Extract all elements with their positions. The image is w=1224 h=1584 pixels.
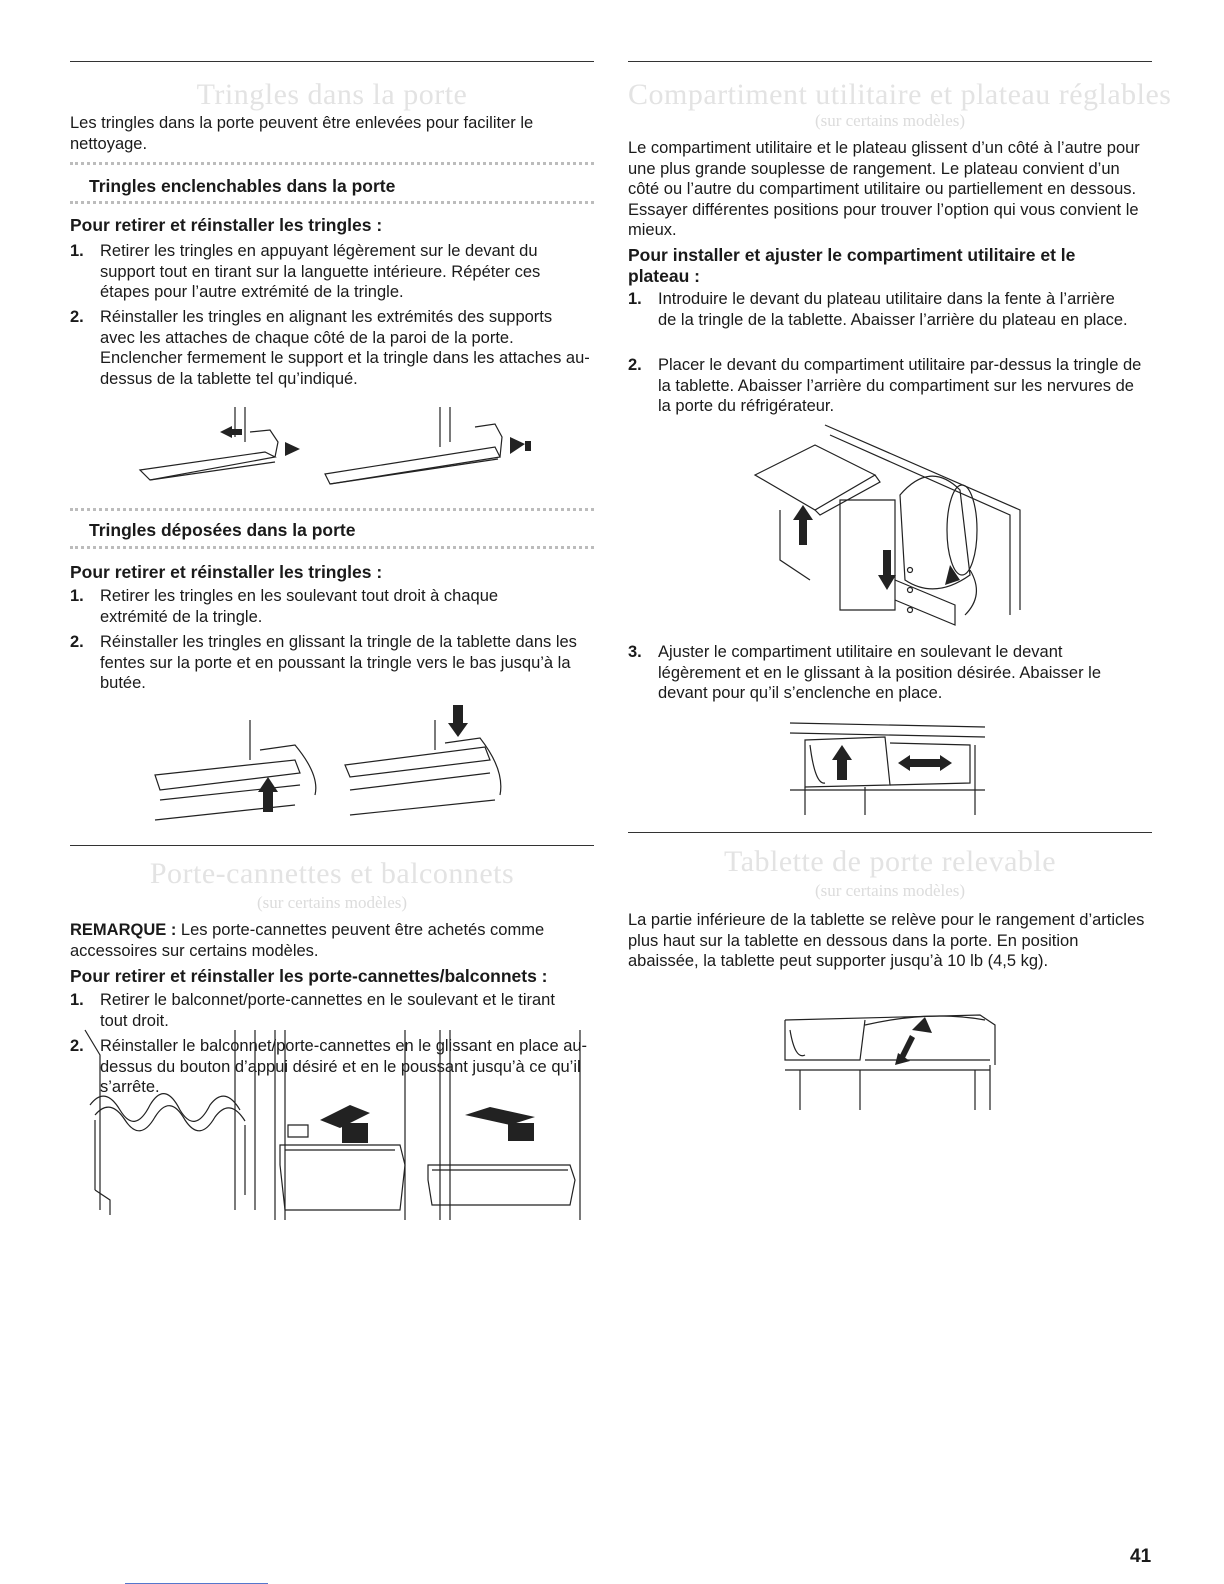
dotted-divider <box>70 201 594 204</box>
step-text: Réinstaller les tringles en alignant les extrémités des supports avec les attaches de chaque côté de la paroi de la porte. Enclencher fermement le support et la tringle dans les attaches au-dessus de la tablette tel qu’indiqué. <box>100 308 590 388</box>
step-text: Retirer le balconnet/porte-cannettes en le soulevant et le tirant tout droit. <box>100 991 555 1030</box>
section-rule-tringles <box>70 61 594 62</box>
step-text: Ajuster le compartiment utilitaire en soulevant le devant légèrement et en le glissant à la position désirée. Abaisser le devant pour qu’il s’enclenche en place. <box>658 643 1102 702</box>
snap-step-2 <box>70 307 590 391</box>
dotted-divider <box>70 508 594 511</box>
section-subtitle-utility: (sur certains modèles) <box>814 111 966 130</box>
section-title-tringles: Tringles dans la porte <box>196 78 468 111</box>
figure-snap-in-bins <box>140 402 540 492</box>
step-text: Introduire le devant du plateau utilitaire dans la fente à l’arrière de la tringle de la tablette. Abaisser l’arrière du plateau en place. <box>658 290 1128 329</box>
step-number: 2. <box>70 1037 84 1055</box>
step-text: Réinstaller les tringles en glissant la tringle de la tablette dans les fentes sur la porte et en poussant la tringle vers le bas jusqu’à la butée. <box>100 633 577 692</box>
section-rule-utility <box>628 61 1152 62</box>
step-number: 3. <box>628 643 642 661</box>
step-number: 1. <box>70 242 84 260</box>
figure-flip-up-shelf <box>780 1005 1000 1115</box>
flip-shelf-text: La partie inférieure de la tablette se relève pour le rangement d’articles plus haut sur la tablette en dessous dans la porte. En position abaissée, la tablette peut supporter jusqu’à 10 lb (4,5 kg). <box>628 911 1145 970</box>
step-text: Réinstaller le balconnet/porte-cannettes en le glissant en place au-dessus du bouton d’appui désiré et en le poussant jusqu’à ce qu’il s’arrête. <box>100 1037 588 1096</box>
figure-can-racks-bins <box>80 1025 585 1225</box>
utility-step-2 <box>628 355 1148 417</box>
section-title-flip: Tablette de porte relevable <box>723 845 1057 878</box>
step-number: 2. <box>628 356 642 374</box>
tringles-intro: Les tringles dans la porte peuvent être enlevées pour faciliter le nettoyage. <box>70 114 534 153</box>
snap-step-1 <box>70 241 590 303</box>
step-text: Placer le devant du compartiment utilitaire par-dessus la tringle de la tablette. Abaisser l’arrière du compartiment sur les nervures de la porte du réfrigérateur. <box>658 356 1142 415</box>
remark-text: Les porte-cannettes peuvent être achetés comme accessoires sur certains modèles. <box>70 921 545 960</box>
remark-label: REMARQUE : <box>70 921 177 939</box>
section-subtitle-flip: (sur certains modèles) <box>814 881 966 900</box>
utility-step-3 <box>628 642 1148 704</box>
subtitle-snap-in-bins: Tringles enclenchables dans la porte <box>89 176 396 196</box>
dropin-step-1 <box>70 586 590 628</box>
section-title-utility: Compartiment utilitaire et plateau réglables <box>628 78 1172 111</box>
dropin-step-2 <box>70 632 590 694</box>
heading-cans-remove: Pour retirer et réinstaller les porte-cannettes/balconnets : <box>70 966 548 986</box>
heading-dropin-remove: Pour retirer et réinstaller les tringles : <box>70 562 383 582</box>
utility-intro: Le compartiment utilitaire et le plateau glissent d’un côté à l’autre pour une plus grande souplesse de rangement. Le plateau convient d’un côté ou l’autre du compartiment utilitaire ou partiellement en dessous. Essayer différentes positions pour trouver l’option qui vous convient le mieux. <box>628 139 1140 239</box>
step-number: 1. <box>628 290 642 308</box>
step-number: 1. <box>70 991 84 1009</box>
step-text: Retirer les tringles en les soulevant tout droit à chaque extrémité de la tringle. <box>100 587 499 626</box>
page-number: 41 <box>1130 1546 1152 1567</box>
step-number: 2. <box>70 308 84 326</box>
heading-snap-remove: Pour retirer et réinstaller les tringles : <box>70 215 383 235</box>
dotted-divider <box>70 546 594 549</box>
cans-remark <box>70 920 590 961</box>
utility-step-1 <box>628 289 1148 351</box>
step-number: 2. <box>70 633 84 651</box>
figure-utility-bin-tray <box>755 420 1030 635</box>
figure-utility-adjust <box>790 715 990 815</box>
heading-utility-install: Pour installer et ajuster le compartiment utilitaire et le plateau : <box>628 245 1076 286</box>
section-title-cans: Porte-cannettes et balconnets <box>149 857 515 890</box>
figure-drop-in-bins <box>155 705 525 825</box>
subtitle-drop-in-bins: Tringles déposées dans la porte <box>89 520 356 540</box>
step-text: Retirer les tringles en appuyant légèrement sur le devant du support tout en tirant sur la languette intérieure. Répéter ces étapes pour l’autre extrémité de la tringle. <box>100 242 541 301</box>
dotted-divider <box>70 162 594 165</box>
section-rule-flip <box>628 832 1152 833</box>
section-subtitle-cans: (sur certains modèles) <box>256 893 408 912</box>
section-rule-cans <box>70 845 594 846</box>
step-number: 1. <box>70 587 84 605</box>
